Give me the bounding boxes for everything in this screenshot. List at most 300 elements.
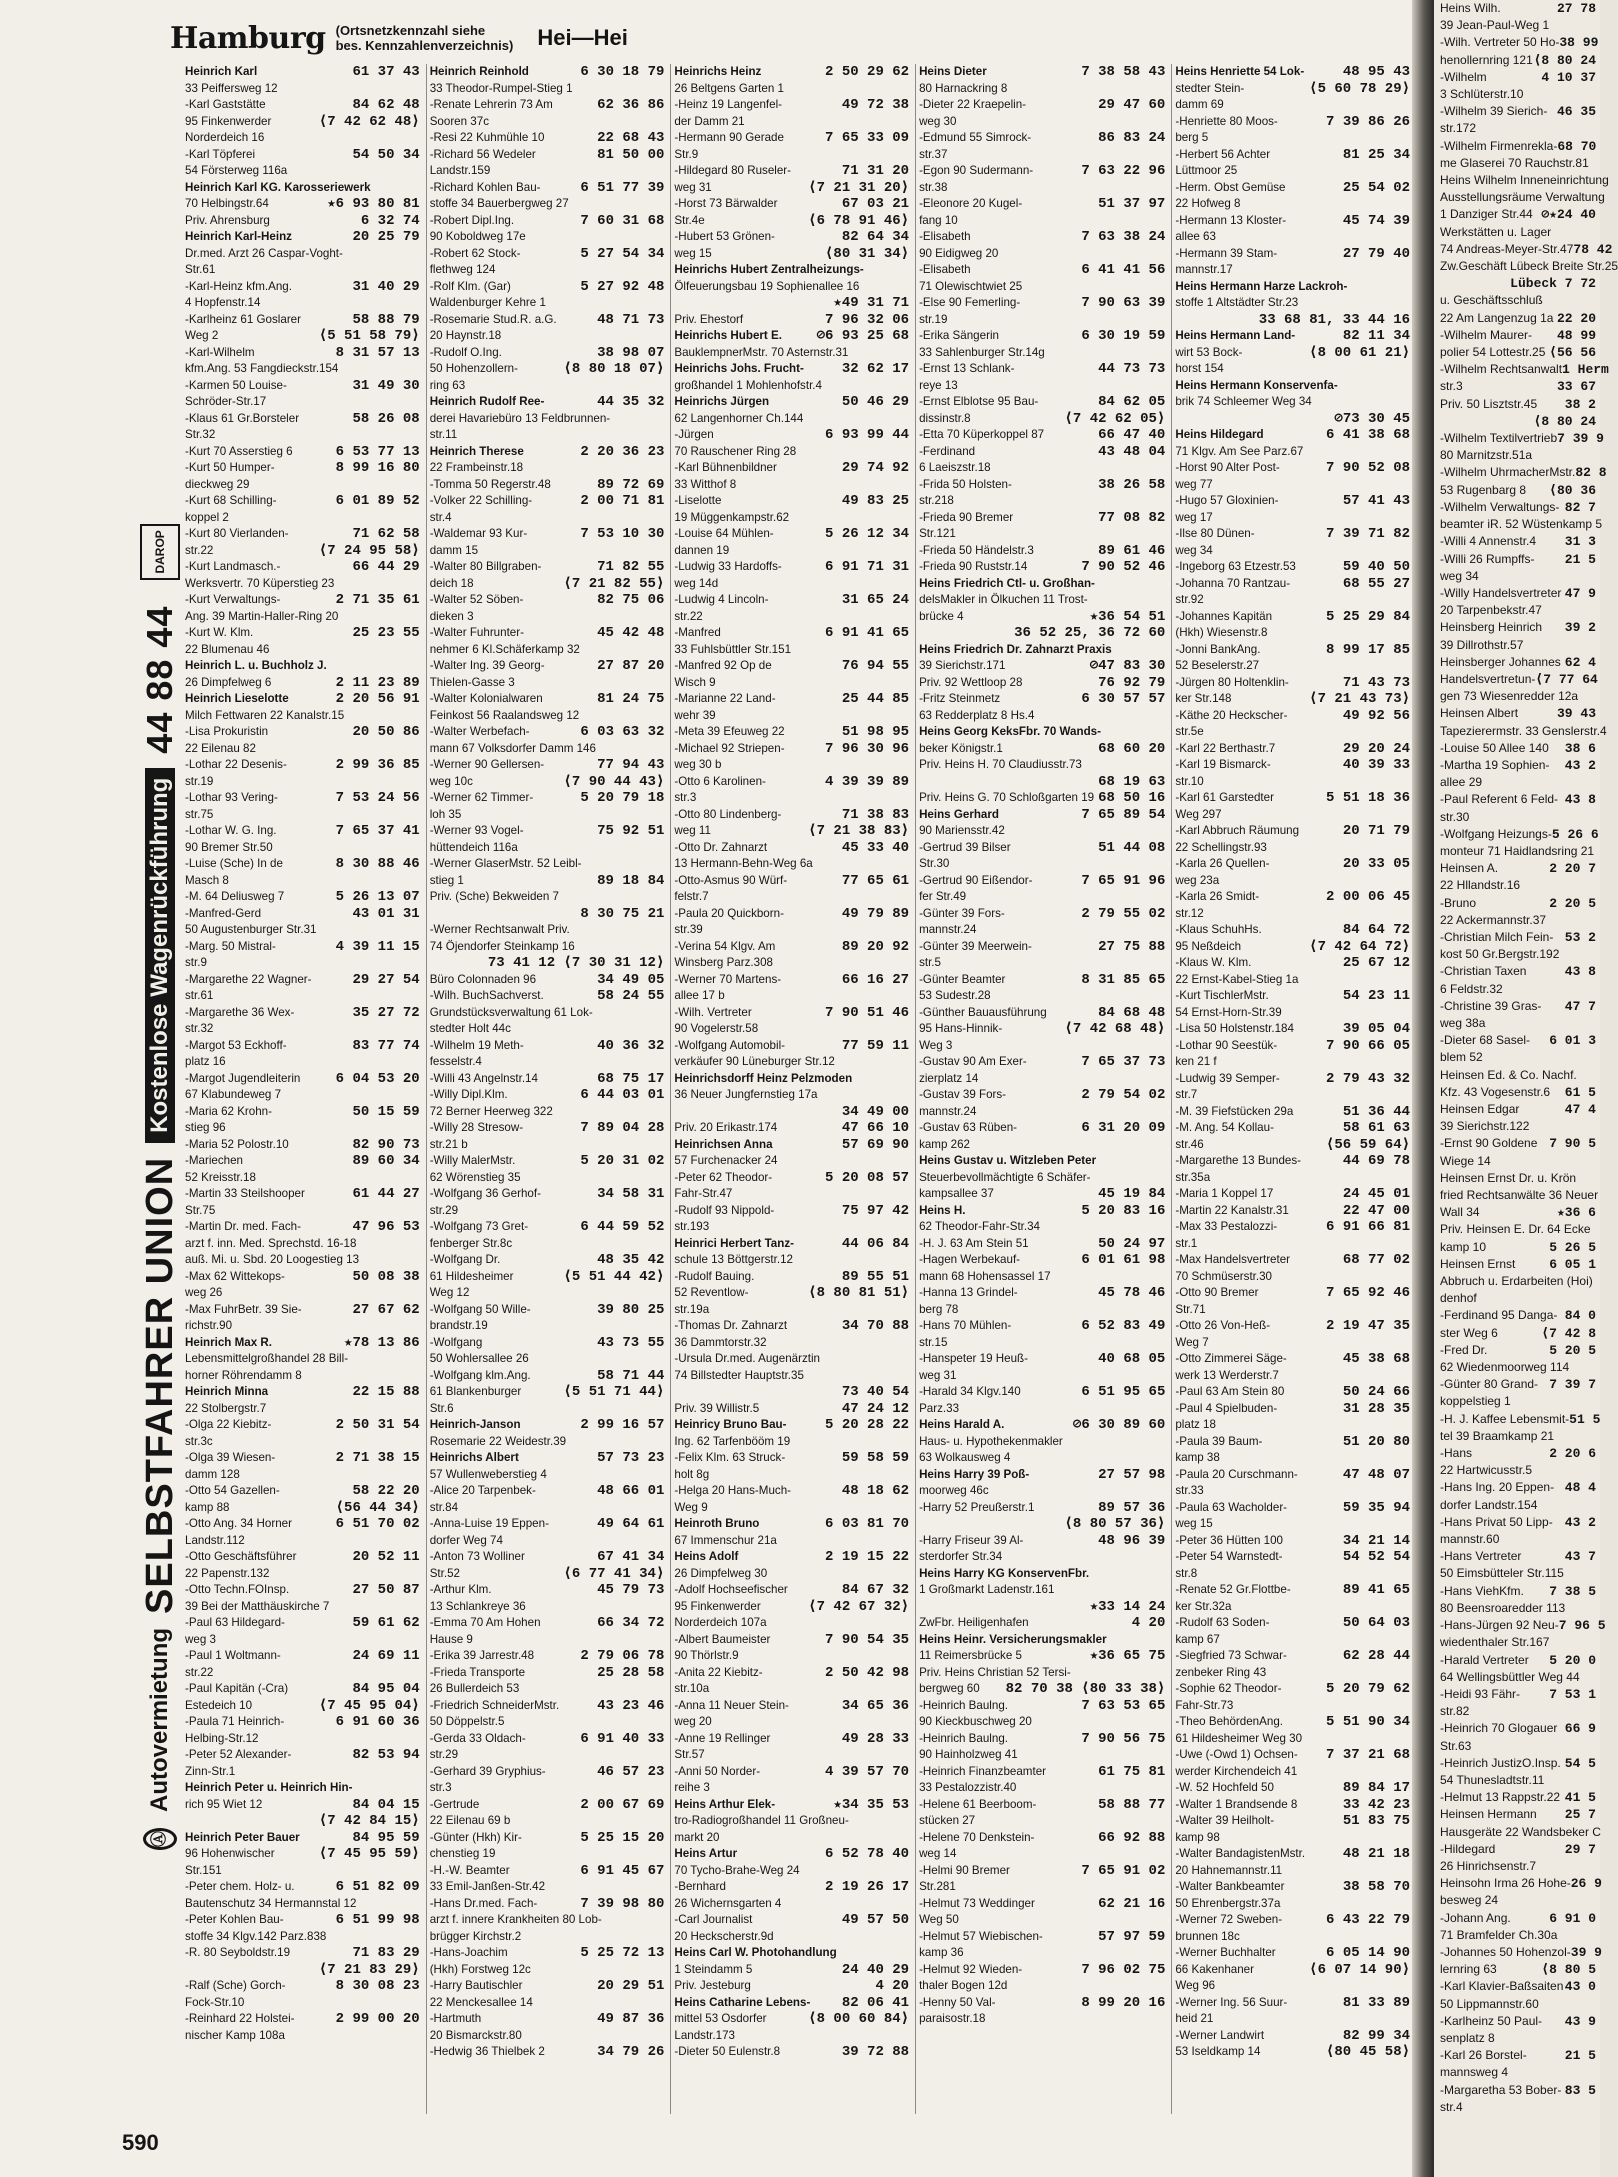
- entry-name-address: -Willi 26 Rumpffs-: [1440, 551, 1535, 566]
- entry-name-address: str.75: [185, 807, 214, 821]
- listing-entry: [185, 609, 420, 626]
- entry-name-address: Bautenschutz 34 Hermannstal 12: [185, 1896, 357, 1910]
- entry-phone-number: 89 18 84: [597, 872, 665, 889]
- listing-entry: [674, 724, 909, 741]
- entry-phone-number: 89 61 46: [1098, 542, 1166, 559]
- entry-name-address: -Peter 36 Hütten 100: [1175, 1533, 1283, 1547]
- listing-entry: [185, 1219, 420, 1236]
- entry-name-address: -Karl-Heinz kfm.Ang.: [185, 279, 292, 293]
- entry-name-address: 39 Sierichstr.171: [919, 659, 1006, 672]
- entry-name-address: Heins Artur: [674, 1847, 738, 1860]
- listing-entry: [430, 1549, 665, 1566]
- entry-phone-number: ⟨8 80 81 51⟩: [808, 1285, 910, 1301]
- entry-name-address: str.37: [919, 147, 948, 161]
- entry-phone-number: 6 91 60 36: [335, 1714, 420, 1730]
- entry-name-address: -Jonni BankAng.: [1175, 642, 1261, 656]
- entry-phone-number: 6 30 18 79: [580, 64, 665, 80]
- entry-name-address: str.32: [185, 1022, 214, 1035]
- entry-name-address: 22 Hartwicusstr.5: [1440, 1463, 1533, 1478]
- entry-name-address: -Harald Vertreter: [1440, 1652, 1529, 1667]
- entry-phone-number: 57 41 43: [1342, 493, 1411, 509]
- entry-phone-number: 39 43: [1556, 706, 1596, 722]
- listing-entry: [1434, 1032, 1600, 1049]
- listing-entry: [674, 1434, 909, 1451]
- entry-name-address: -Robert 62 Stock-: [429, 246, 521, 260]
- listing-entry: [1434, 1996, 1600, 2013]
- listing-entry: [185, 1500, 420, 1517]
- entry-name-address: 22 Papenstr.132: [185, 1566, 270, 1580]
- entry-phone-number: ★33 14 24: [1089, 1598, 1166, 1615]
- entry-name-address: brücke 4: [919, 609, 964, 623]
- listing-entry: [1175, 510, 1410, 527]
- entry-name-address: Kfz. 43 Vogesenstr.6: [1440, 1084, 1551, 1099]
- listing-entry: [1434, 464, 1607, 481]
- entry-phone-number: 50 46 29: [841, 394, 910, 410]
- entry-phone-number: 6 91 45 67: [580, 1862, 665, 1879]
- entry-name-address: weg 3: [185, 1632, 216, 1646]
- entry-name-address: 67 Immenschur 21a: [674, 1533, 777, 1547]
- entry-name-address: Hause 9: [429, 1632, 473, 1646]
- entry-phone-number: ⟨7 42 62 48⟩: [318, 113, 420, 130]
- entry-name-address: allee 63: [1175, 230, 1216, 243]
- listing-entry: [919, 460, 1165, 477]
- entry-name-address: 22 Ackermannstr.37: [1440, 912, 1547, 927]
- entry-name-address: -Wilhelm Firmenrekla-: [1440, 138, 1558, 153]
- entry-name-address: -Willi 43 Angelnstr.14: [429, 1071, 538, 1085]
- entry-name-address: monteur 71 Haidlandsring 21: [1440, 843, 1595, 858]
- listing-entry: [674, 790, 909, 807]
- listing-entry: [185, 328, 420, 345]
- listing-entry: [919, 1318, 1165, 1335]
- listing-entry: [674, 1054, 909, 1071]
- listing-entry: [919, 1071, 1165, 1088]
- listing-entry: [1175, 1648, 1410, 1665]
- entry-phone-number: 7 90 56 75: [1081, 1730, 1166, 1747]
- entry-phone-number: ⟨7 42 84 15⟩: [318, 1813, 420, 1829]
- listing-entry: [1175, 1417, 1410, 1434]
- entry-phone-number: 6 91 0: [1549, 1910, 1596, 1926]
- listing-entry: [430, 1533, 665, 1550]
- entry-phone-number: 47 4: [1564, 1102, 1596, 1117]
- entry-phone-number: 58 88 79: [352, 311, 420, 328]
- entry-name-address: -Edmund 55 Simrock-: [919, 131, 1032, 144]
- entry-name-address: -Albert Baumeister: [674, 1632, 771, 1646]
- listing-entry: [674, 114, 909, 131]
- entry-name-address: -Hildegard 80 Ruseler-: [674, 164, 792, 177]
- listing-entry: [1175, 1483, 1410, 1500]
- entry-name-address: Heins Hermann Konservenfa-: [1175, 378, 1338, 392]
- entry-phone-number: 2 00 71 81: [580, 493, 665, 509]
- listing-entry: [919, 328, 1165, 345]
- entry-name-address: -Rudolf Bauing.: [674, 1269, 755, 1283]
- listing-entry: [919, 658, 1165, 675]
- listing-entry: [674, 2044, 909, 2061]
- entry-phone-number: 27 87 20: [597, 658, 665, 674]
- entry-name-address: str.10: [1175, 774, 1204, 788]
- listing-entry: [430, 559, 665, 576]
- listing-entry: [674, 1170, 909, 1187]
- listing-entry: [430, 130, 665, 147]
- entry-name-address: -Harald 34 Klgv.140: [919, 1385, 1021, 1398]
- listing-entry: [1434, 499, 1600, 516]
- entry-name-address: Wall 34: [1440, 1205, 1480, 1220]
- entry-phone-number: ⟨7 21 83 29⟩: [318, 1961, 420, 1978]
- entry-name-address: 63 Redderplatz 8 Hs.4: [919, 708, 1035, 722]
- entry-name-address: Norderdeich 16: [185, 131, 265, 144]
- entry-phone-number: 2 99 36 85: [335, 757, 420, 773]
- entry-phone-number: 2 71 35 61: [335, 592, 420, 608]
- entry-name-address: Heinsohn Irma 26 Hohe-: [1440, 1876, 1571, 1891]
- listing-entry: [1175, 147, 1410, 164]
- listing-entry: [430, 873, 665, 890]
- listing-entry: [1434, 120, 1600, 137]
- entry-name-address: 80 Marnitzstr.51a: [1440, 448, 1533, 463]
- entry-phone-number: ⟨8 80 5: [1541, 1962, 1596, 1978]
- listing-entry: [919, 1681, 1165, 1698]
- listing-entry: [1434, 1944, 1600, 1961]
- listing-entry: [1175, 2028, 1410, 2045]
- entry-name-address: (Hkh) Wiesenstr.8: [1175, 626, 1268, 639]
- entry-name-address: -Frieda 50 Händelstr.3: [919, 543, 1034, 557]
- entry-name-address: -Friedrich SchneiderMstr.: [429, 1698, 560, 1712]
- listing-entry: [674, 856, 909, 873]
- entry-name-address: ring 63: [429, 378, 466, 392]
- listing-entry: [185, 1170, 420, 1187]
- entry-name-address: str.30: [1440, 809, 1470, 824]
- entry-name-address: -Richard 56 Wedeler: [429, 147, 536, 161]
- listing-entry: [919, 1054, 1165, 1071]
- entry-name-address: arzt f. inn. Med. Sprechstd. 16-18: [185, 1236, 357, 1250]
- entry-name-address: -Margot 53 Eckhoff-: [185, 1038, 287, 1052]
- entry-phone-number: 84 95 04: [352, 1681, 420, 1697]
- listing-entry: [674, 147, 909, 164]
- listing-entry: [430, 543, 665, 560]
- entry-name-address: 70 Rauschener Ring 28: [674, 444, 797, 458]
- entry-name-address: -Etta 70 Küperkoppel 87: [919, 428, 1045, 441]
- entry-phone-number: 5 27 92 48: [580, 278, 665, 295]
- entry-name-address: kamp 38: [1175, 1451, 1220, 1464]
- listing-entry: [185, 972, 420, 989]
- listing-entry: [674, 1830, 909, 1847]
- listing-entry: [919, 1219, 1165, 1236]
- entry-name-address: beker Königstr.1: [919, 741, 1003, 755]
- entry-phone-number: 6 30 19 59: [1081, 328, 1166, 344]
- listing-entry: [185, 1450, 420, 1467]
- listing-entry: [1434, 946, 1600, 963]
- entry-name-address: Str.63: [1440, 1738, 1472, 1753]
- entry-name-address: wiedenthaler Str.167: [1440, 1635, 1550, 1650]
- entry-name-address: -Wolfgang Dr.: [429, 1253, 501, 1266]
- listing-entry: [1434, 2099, 1600, 2116]
- listing-entry: [430, 1879, 665, 1896]
- listing-entry: [185, 807, 420, 824]
- entry-name-address: Heins Harry 39 Poß-: [919, 1467, 1030, 1481]
- listing-entry: [430, 1516, 665, 1533]
- listing-entry: [1434, 275, 1600, 292]
- listing-entry: [919, 1945, 1165, 1962]
- listing-entry: [1434, 52, 1600, 69]
- entry-name-address: -Otto 54 Gazellen-: [185, 1484, 280, 1497]
- entry-phone-number: 5 26 6: [1551, 826, 1599, 842]
- entry-name-address: -Käthe 20 Heckscher-: [1175, 708, 1288, 722]
- listing-entry: [1434, 1497, 1600, 1514]
- entry-name-address: -Henriette 80 Moos-: [1175, 114, 1278, 128]
- listing-entry: [1434, 172, 1609, 189]
- listing-entry: [1434, 1892, 1600, 1909]
- listing-entry: [674, 394, 909, 411]
- entry-phone-number: 51 20 80: [1342, 1433, 1411, 1450]
- listing-entry: [185, 81, 420, 98]
- entry-name-address: weg 31: [919, 1368, 957, 1382]
- entry-name-address: 36 Neuer Jungfernstieg 17a: [674, 1088, 818, 1101]
- listing-entry: [1175, 576, 1410, 593]
- entry-name-address: Milch Fettwaren 22 Kanalstr.15: [185, 708, 345, 722]
- entry-phone-number: 27 67 62: [352, 1301, 420, 1318]
- listing-entry: [919, 1863, 1165, 1880]
- listing-entry: [674, 708, 909, 725]
- listing-entry: [430, 147, 665, 164]
- entry-phone-number: 6 01 61 98: [1081, 1252, 1166, 1268]
- entry-phone-number: 5 26 12 34: [825, 526, 910, 542]
- listing-entry: [919, 394, 1165, 411]
- entry-phone-number: 20 29 51: [597, 1978, 665, 1994]
- listing-entry: [674, 988, 909, 1005]
- entry-name-address: kamp 262: [919, 1137, 970, 1151]
- entry-phone-number: 5 25 15 20: [580, 1829, 665, 1846]
- entry-name-address: -Wilhelm 39 Sierich-: [1440, 104, 1548, 119]
- entry-name-address: Str.9: [674, 147, 699, 161]
- listing-entry: [674, 939, 909, 956]
- listing-entry: [1434, 1153, 1600, 1170]
- entry-name-address: Heinrichs Heinz: [674, 65, 762, 78]
- listing-entry: [430, 1417, 665, 1434]
- entry-name-address: Helbing-Str.12: [185, 1731, 259, 1745]
- entry-phone-number: 51 98 95: [841, 724, 910, 740]
- listing-entry: [430, 1945, 665, 1962]
- entry-phone-number: 48 96 39: [1098, 1532, 1166, 1549]
- listing-entry: [1175, 1153, 1410, 1170]
- listing-entry: [919, 559, 1165, 576]
- listing-entry: [1434, 0, 1600, 17]
- entry-name-address: Weg 50: [919, 1913, 959, 1926]
- entry-phone-number: 84 62 05: [1098, 394, 1166, 410]
- entry-phone-number: 47 7: [1564, 998, 1596, 1014]
- entry-name-address: Heins Hermann Land-: [1175, 329, 1296, 342]
- entry-name-address: -Resi 22 Kuhmühle 10: [429, 131, 545, 144]
- book-gutter: [1412, 0, 1434, 2177]
- entry-phone-number: 48 21 18: [1342, 1846, 1411, 1862]
- entry-phone-number: 89 72 69: [597, 476, 665, 493]
- listing-entry: [674, 1219, 909, 1236]
- entry-name-address: -Lothar 93 Vering-: [185, 791, 278, 804]
- entry-phone-number: 89 57 36: [1098, 1499, 1166, 1516]
- entry-phone-number: 61 75 81: [1098, 1763, 1166, 1780]
- entry-phone-number: 34 21 14: [1342, 1532, 1411, 1549]
- listing-entry: [430, 1797, 665, 1814]
- entry-phone-number: 58 24 55: [597, 988, 665, 1004]
- entry-name-address: -Hugo 57 Gloxinien-: [1175, 494, 1279, 507]
- entry-phone-number: 89 84 17: [1342, 1780, 1411, 1796]
- entry-name-address: -Otto Ang. 34 Horner: [185, 1517, 292, 1530]
- listing-entry: [1175, 691, 1410, 708]
- listing-entry: [1434, 1806, 1600, 1823]
- entry-name-address: Heinrichs Jürgen: [674, 395, 770, 408]
- entry-phone-number: 5 20 31 02: [580, 1153, 665, 1169]
- listing-entry: [185, 592, 420, 609]
- entry-phone-number: 22 20: [1556, 310, 1596, 326]
- listing-entry: [919, 1516, 1165, 1533]
- listing-entry: [185, 1120, 420, 1137]
- entry-phone-number: 6 44 03 01: [580, 1087, 665, 1103]
- entry-name-address: -Paul Referent 6 Feld-: [1440, 792, 1559, 807]
- entry-name-address: delsMakler in Ölkuchen 11 Trost-: [919, 593, 1088, 606]
- listing-entry: [430, 2028, 665, 2045]
- entry-phone-number: 49 83 25: [841, 493, 910, 509]
- listing-entry: [1175, 1005, 1410, 1022]
- entry-phone-number: 6 01 3: [1549, 1033, 1596, 1049]
- entry-phone-number: 5 20 83 16: [1081, 1202, 1166, 1219]
- listing-entry: [185, 1912, 420, 1929]
- entry-phone-number: 7 39 86 26: [1326, 113, 1411, 130]
- entry-name-address: 22 Eilenau 82: [185, 741, 256, 755]
- listing-entry: [185, 625, 420, 642]
- entry-phone-number: 61 37 43: [352, 64, 420, 80]
- listing-entry: [430, 774, 665, 791]
- entry-phone-number: 82 7: [1564, 499, 1596, 515]
- entry-name-address: 90 Mariensstr.42: [919, 824, 1005, 837]
- listing-entry: [1434, 551, 1600, 568]
- entry-name-address: 22 Blumenau 46: [185, 642, 270, 656]
- entry-name-address: -Eleonore 20 Kugel-: [919, 197, 1023, 210]
- entry-name-address: damm 15: [429, 543, 479, 557]
- entry-name-address: Büro Colonnaden 96: [429, 972, 537, 986]
- entry-phone-number: 7 90 63 39: [1081, 295, 1166, 311]
- entry-name-address: 33 Sahlenburger Str.14g: [919, 345, 1045, 359]
- entry-name-address: -Günter 39 Meerwein-: [919, 939, 1032, 953]
- entry-name-address: -Paul 1 Woltmann-: [185, 1649, 281, 1662]
- entry-phone-number: 58 22 20: [352, 1483, 420, 1499]
- listing-entry: [430, 1962, 665, 1979]
- entry-phone-number: 71 31 20: [841, 163, 910, 179]
- listing-entry: [1175, 922, 1410, 939]
- entry-phone-number: 50 08 38: [352, 1268, 420, 1285]
- entry-name-address: Priv. Heins H. 70 Claudiusstr.73: [919, 758, 1082, 771]
- entry-phone-number: 31 3: [1564, 534, 1596, 550]
- listing-entry: [430, 1335, 665, 1352]
- listing-entry: [1434, 69, 1600, 86]
- entry-name-address: -Else 90 Femerling-: [919, 296, 1021, 309]
- entry-phone-number: 6 51 70 02: [335, 1516, 420, 1532]
- listing-entry: [1175, 64, 1410, 81]
- entry-name-address: -Hans Privat 50 Lipp-: [1440, 1514, 1553, 1529]
- entry-phone-number: ★34 35 53: [833, 1796, 910, 1813]
- entry-name-address: 22 Menckesallee 14: [429, 1995, 533, 2009]
- entry-phone-number: 50 24 66: [1342, 1384, 1411, 1400]
- listing-entry: [674, 1615, 909, 1632]
- entry-phone-number: 8 30 88 46: [335, 856, 420, 872]
- entry-phone-number: 66 34 72: [597, 1615, 665, 1631]
- entry-phone-number: 40 36 32: [597, 1037, 665, 1054]
- entry-name-address: dieckweg 29: [185, 477, 250, 491]
- entry-name-address: -Wolfgang 36 Gerhof-: [429, 1187, 541, 1200]
- listing-entry: [1175, 1186, 1410, 1203]
- banner-word-wagenrueckfuehrung: Kostenlose Wagenrückführung: [145, 768, 175, 1143]
- entry-name-address: -Kurt TischlerMstr.: [1175, 989, 1269, 1002]
- listing-entry: [430, 1236, 665, 1253]
- entry-name-address: kamp 67: [1175, 1632, 1220, 1646]
- listing-entry: [1175, 1516, 1410, 1533]
- entry-name-address: heid 21: [1175, 2012, 1214, 2025]
- listing-entry: [1175, 163, 1410, 180]
- listing-entry: [1175, 114, 1410, 131]
- listing-entry: [1175, 1962, 1410, 1979]
- entry-name-address: mann 67 Volksdorfer Damm 146: [429, 741, 596, 755]
- listing-entry: [185, 1566, 420, 1583]
- entry-phone-number: 39 72 88: [841, 2044, 910, 2060]
- entry-phone-number: 75 97 42: [841, 1202, 910, 1219]
- entry-name-address: kost 50 Gr.Bergstr.192: [1440, 947, 1560, 962]
- entry-name-address: 90 Vogelerstr.58: [674, 1022, 759, 1035]
- entry-name-address: str.39: [674, 923, 703, 936]
- listing-entry: [430, 724, 665, 741]
- entry-name-address: ken 21 f: [1175, 1055, 1217, 1068]
- listing-entry: [674, 807, 909, 824]
- entry-phone-number: 20 50 86: [352, 724, 420, 740]
- entry-name-address: -Ludwig 39 Semper-: [1175, 1071, 1280, 1085]
- listing-entry: [185, 988, 420, 1005]
- listing-entry: [430, 1434, 665, 1451]
- listing-entry: [185, 1962, 420, 1979]
- entry-name-address: 22 Am Langenzug 1a: [1440, 310, 1554, 325]
- entry-name-address: Heins Dieter: [919, 65, 987, 78]
- entry-name-address: 20 Heckscherstr.9d: [674, 1929, 774, 1943]
- listing-entry: [919, 262, 1165, 279]
- entry-phone-number: 89 55 51: [841, 1268, 910, 1285]
- entry-phone-number: 66 47 40: [1098, 427, 1166, 443]
- entry-phone-number: ⟨7 90 44 43⟩: [563, 773, 665, 790]
- entry-phone-number: 5 26 13 07: [335, 889, 420, 905]
- entry-phone-number: 53 2: [1564, 929, 1596, 945]
- entry-name-address: 63 Wolkausweg 4: [919, 1451, 1011, 1464]
- listing-entry: [674, 609, 909, 626]
- entry-phone-number: ⟨8 80 18 07⟩: [563, 361, 665, 377]
- entry-name-address: -Anna 11 Neuer Stein-: [674, 1698, 789, 1712]
- entry-name-address: ster Weg 6: [1440, 1325, 1498, 1340]
- listing-entry: [674, 444, 909, 461]
- listing-entry: [430, 906, 665, 923]
- entry-phone-number: ⟨7 45 95 04⟩: [318, 1697, 420, 1714]
- entry-phone-number: 7 65 92 46: [1326, 1285, 1411, 1301]
- entry-name-address: Fock-Str.10: [185, 1995, 245, 2009]
- entry-name-address: -Johannes 50 Hohenzol-: [1440, 1944, 1571, 1959]
- listing-entry: [919, 972, 1165, 989]
- listing-entry: [185, 1599, 420, 1616]
- entry-name-address: -Helmut 73 Weddinger: [919, 1896, 1035, 1910]
- entry-name-address: 71 Olewischtwiet 25: [919, 279, 1023, 293]
- entry-name-address: Heinsen Albert: [1440, 706, 1519, 721]
- listing-entry: [1175, 2011, 1410, 2028]
- entry-name-address: -Walter 39 Heilholt-: [1175, 1814, 1275, 1827]
- entry-name-address: Str.30: [919, 857, 950, 870]
- entry-phone-number: 82 11 34: [1342, 328, 1411, 344]
- listing-entry: [674, 163, 909, 180]
- listing-entry: [185, 1549, 420, 1566]
- entry-name-address: -Rudolf 63 Soden-: [1175, 1616, 1270, 1629]
- entry-phone-number: 2 19 15 22: [825, 1549, 910, 1565]
- entry-name-address: -Ilse 80 Dünen-: [1175, 527, 1255, 540]
- entry-name-address: -Gustav 90 Am Exer-: [919, 1055, 1027, 1068]
- entry-name-address: bergweg 60: [919, 1682, 980, 1695]
